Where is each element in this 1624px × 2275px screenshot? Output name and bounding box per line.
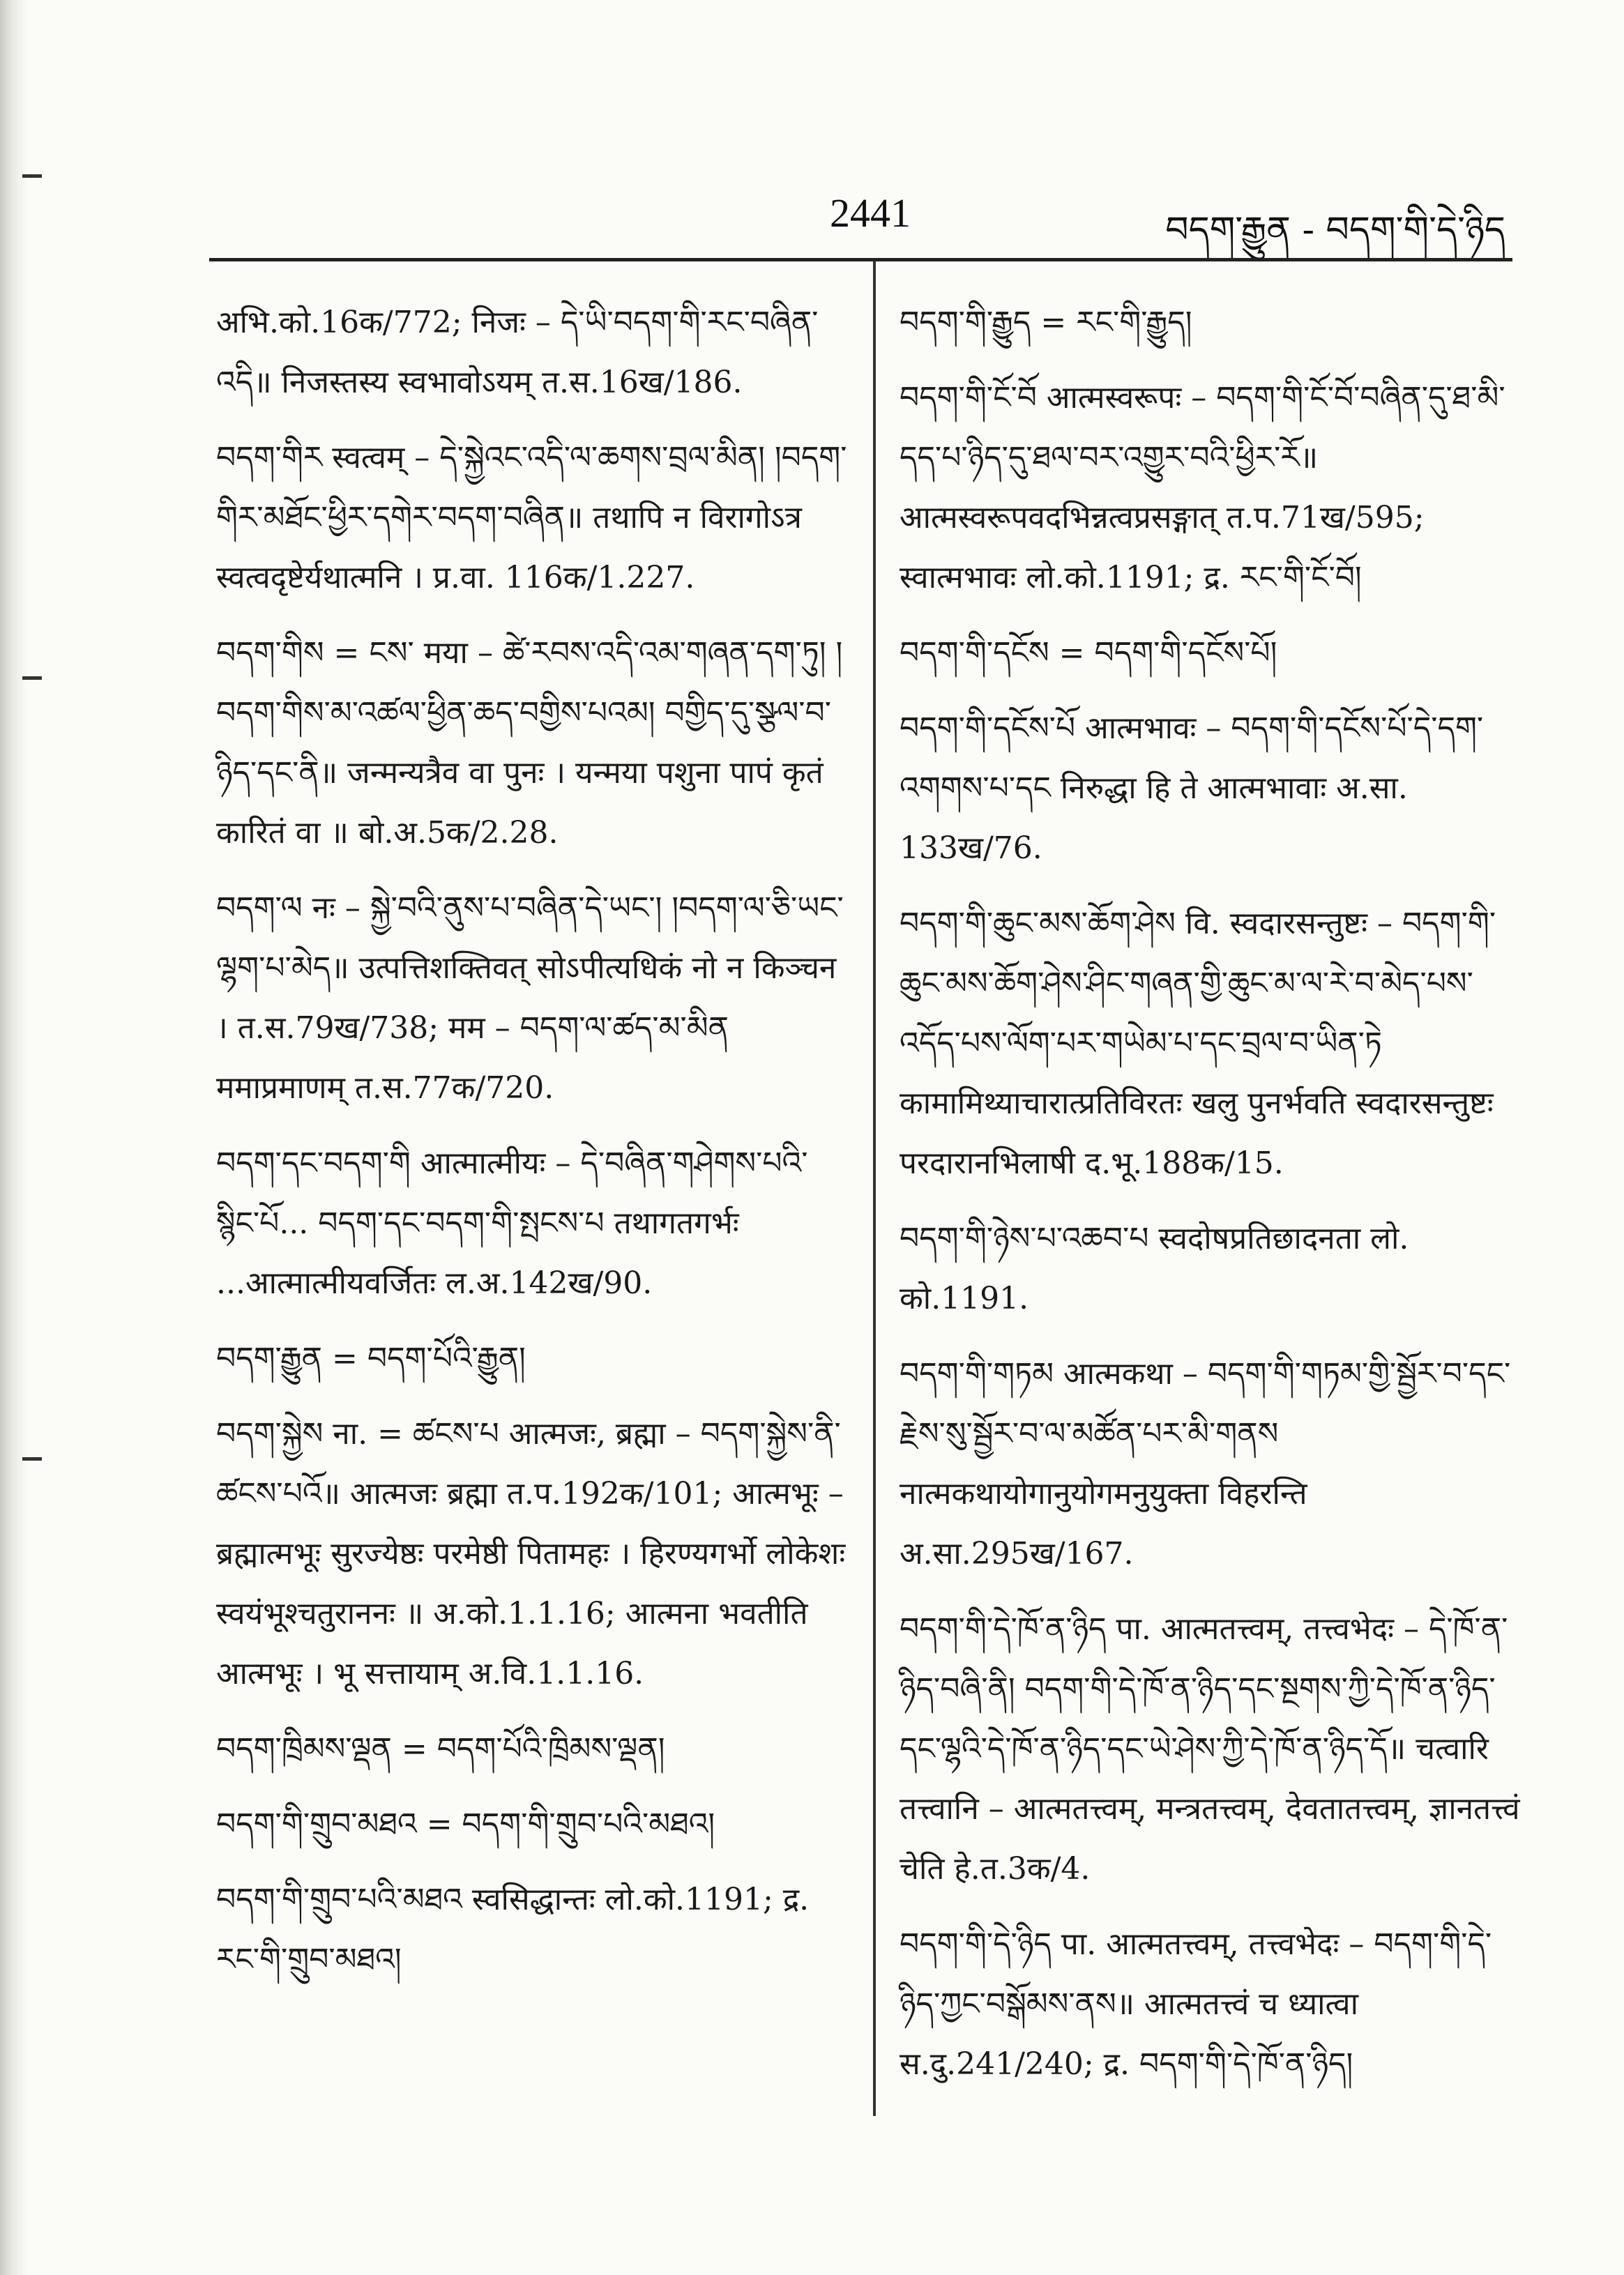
binding-edge <box>0 0 28 2275</box>
dictionary-entry: བདག་ཁྲིམས་ལྡན = བདག་པོའི་ཁྲིམས་ལྡན། <box>216 1731 665 1767</box>
dictionary-entry: བདག་གིས = ངས་ मया – ཚེ་རབས་འདི་འམ་གཞན་དག་ཏུ། །བདག་གིས་མ་འཚལ་ཕྱིན་ཆད་བགྱིས་པའམ། བགྱིད་དུ་སྩལ་བ་ཉིད་དང་ནི॥ जन्मन्यत्रैव वा पुनः । यन्मया पशुना पापं कृतं कारितं वा ॥ बो.अ.5क/2.28. <box>216 635 843 851</box>
dictionary-entry: བདག་གི་དངོས་པོ आत्मभावः – བདག་གི་དངོས་པོ་དེ་དག་འགགས་པ་དང निरुद्धा हि ते आत्मभावाः अ.सा. 133ख/76. <box>900 710 1484 866</box>
dictionary-entry: བདག་གི་དེ་ཁོ་ན་ཉིད पा. आत्मतत्त्वम्, तत्त्वभेदः – དེ་ཁོ་ན་ཉིད་བཞི་ནི། བདག་གི་དེ་ཁོ་ན་ཉིད་དང་སྔགས་ཀྱི་དེ་ཁོ་ན་ཉིད་དང་ལྷའི་དེ་ཁོ་ན་ཉིད་དང་ཡེ་ཤེས་ཀྱི་དེ་ཁོ་ན་ཉིད་དོ॥ चत्वारि तत्त्वानि – आत्मतत्त्वम्, मन्त्रतत्त्वम्, देवतातत्त्वम्, ज्ञानतत्त्वं चेति हे.त.3क/4. <box>900 1611 1520 1887</box>
header-rule <box>209 258 1512 261</box>
dictionary-entry: བདག་གི་གྲུབ་མཐའ = བདག་གི་གྲུབ་པའི་མཐའ། <box>216 1806 715 1842</box>
dictionary-entry: བདག་གིར स्वत्वम् – དེ་སྐྱེའང་འདི་ལ་ཆགས་བྲལ་མིན། །བདག་གིར་མཐོང་ཕྱིར་དགེར་བདག་བཞིན॥ तथापि न विरागोऽत्र स्वत्वदृष्टेर्यथात्मनि । प्र.वा. 116क/1.227. <box>216 440 847 595</box>
spine-mark <box>22 174 42 178</box>
dictionary-entry: བདག་གི་གྲུབ་པའི་མཐའ स्वसिद्धान्तः लो.को.1191; द्र. རང་གི་གྲུབ་མཐའ། <box>216 1882 810 1977</box>
dictionary-entry: བདག་རྒྱུན = བདག་པོའི་རྒྱུན། <box>216 1341 526 1376</box>
dictionary-entry: བདག་གི་ཉེས་པ་འཆབ་པ स्वदोषप्रतिछादनता लो. को.1191. <box>900 1221 1409 1316</box>
spine-mark <box>22 676 42 680</box>
page-number: 2441 <box>830 190 911 236</box>
running-head: བདག་རྒྱུན - བདག་གི་དེ་ཉིད <box>1165 209 1505 251</box>
left-column <box>216 293 847 2005</box>
right-column <box>900 293 1527 2110</box>
dictionary-entry: བདག་གི་གཏམ आत्मकथा – བདག་གི་གཏམ་གྱི་སྦྱོར་བ་དང་རྗེས་སུ་སྦྱོར་བ་ལ་མཚོན་པར་མི་གནས नात्मकथायोगानुयोगमनुयुक्ता विहरन्ति अ.सा.295ख/167. <box>900 1356 1511 1572</box>
dictionary-entry: བདག་ལ नः – སྐྱེ་བའི་ནུས་པ་བཞིན་དེ་ཡང་། །བདག་ལ་ཅི་ཡང་ལྷག་པ་མེད॥ उत्पत्तिशक्तिवत् सोऽपीत्यधिकं नो न किञ्चन । त.स.79ख/738; मम – བདག་ལ་ཚད་མ་མིན ममाप्रमाणम् त.स.77क/720. <box>216 890 844 1106</box>
dictionary-entry: བདག་གི་རྒྱུད = རང་གི་རྒྱུད། <box>900 305 1192 340</box>
column-divider <box>873 261 876 2116</box>
dictionary-entry: བདག་དང་བདག་གི आत्मात्मीयः – དེ་བཞིན་གཤེགས་པའི་སྙིང་པོ... བདག་དང་བདག་གི་སྤངས་པ तथागतगर्भः ...आत्मात्मीयवर्जितः ल.अ.142ख/90. <box>216 1146 808 1301</box>
dictionary-entry: བདག་གི་དེ་ཉིད पा. आत्मतत्त्वम्, तत्त्वभेदः – བདག་གི་དེ་ཉིད་ཀྱང་བསྒོམས་ནས॥ आत्मतत्त्वं च ध्यात्वा स.दु.241/240; द्र. བདག་གི་དེ་ཁོ་ན་ཉིད། <box>900 1926 1492 2082</box>
dictionary-entry: བདག་གི་ངོ་བོ आत्मस्वरूपः – བདག་གི་ངོ་བོ་བཞིན་དུ་ཐ་མི་དད་པ་ཉིད་དུ་ཐལ་བར་འགྱུར་བའི་ཕྱིར་རོ॥ आत्मस्वरूपवदभिन्नत्वप्रसङ्गात् त.प.71ख/595; स्वात्मभावः लो.को.1191; द्र. རང་གི་ངོ་བོ། <box>900 380 1505 595</box>
dictionary-entry: བདག་གི་ཆུང་མས་ཆོག་ཤེས वि. स्वदारसन्तुष्टः – བདག་གི་ཆུང་མས་ཆོག་ཤེས་ཤིང་གཞན་གྱི་ཆུང་མ་ལ་རེ་བ་མེད་པས་འདོད་པས་ལོག་པར་གཡེམ་པ་དང་བྲལ་བ་ཡིན་ཏེ कामामिथ्याचारात्प्रतिविरतः खलु पुनर्भवति स्वदारसन्तुष्टः परदारानभिलाषी द.भू.188क/15. <box>900 906 1496 1181</box>
spine-mark <box>22 1457 42 1461</box>
dictionary-entry: བདག་གི་དངོས = བདག་གི་དངོས་པོ། <box>900 635 1277 671</box>
dictionary-entry: བདག་སྐྱེས ना. = ཚངས་པ आत्मजः, ब्रह्मा – བདག་སྐྱེས་ནི་ཚངས་པའོ॥ आत्मजः ब्रह्मा त.प.192क/101; आत्मभूः – ब्रह्मात्मभूः सुरज्येष्ठः परमेष्ठी पितामहः । हिरण्यगर्भो लोकेशः स्वयंभूश्चतुराननः ॥ अ.को.1.1.16; आत्मना भवतीति आत्मभूः । भू सत्तायाम् अ.वि.1.1.16. <box>216 1416 846 1691</box>
dictionary-entry: अभि.को.16क/772; निजः – དེ་ཡི་བདག་གི་རང་བཞིན་འདི॥ निजस्तस्य स्वभावोऽयम् त.स.16ख/186. <box>216 305 819 400</box>
